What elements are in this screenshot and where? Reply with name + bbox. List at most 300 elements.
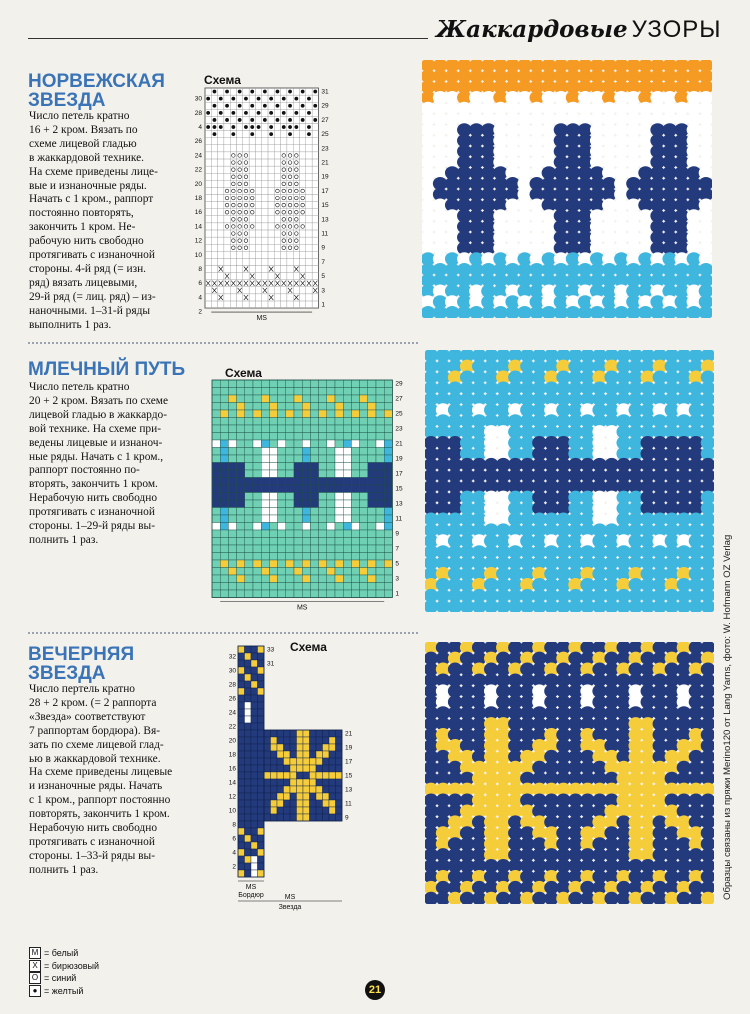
grid-cell xyxy=(261,560,269,568)
grid-cell xyxy=(212,410,220,418)
grid-cell xyxy=(319,470,327,478)
grid-cell xyxy=(212,418,220,426)
grid-cell xyxy=(220,433,228,441)
text-line: вой технике. На схеме при- xyxy=(29,422,162,435)
text-line: ведены лицевые и изнаноч- xyxy=(29,436,163,449)
grid-cell xyxy=(351,470,359,478)
grid-cell xyxy=(327,433,335,441)
row-number: 13 xyxy=(345,786,353,794)
grid-cell xyxy=(327,500,335,508)
grid-cell xyxy=(258,772,265,779)
grid-cell xyxy=(343,448,351,456)
row-number: 5 xyxy=(395,560,400,568)
grid-cell xyxy=(258,674,265,681)
grid-cell xyxy=(351,455,359,463)
grid-cell xyxy=(264,737,271,744)
text-line: 16 + 2 кром. Вязать по xyxy=(29,123,138,136)
grid-cell xyxy=(368,583,376,591)
grid-cell xyxy=(269,418,277,426)
grid-cell xyxy=(228,575,236,583)
grid-cell xyxy=(360,418,368,426)
grid-cell xyxy=(343,560,351,568)
grid-cell xyxy=(290,807,297,814)
grid-cell xyxy=(271,779,278,786)
grid-cell xyxy=(351,500,359,508)
grid-cell xyxy=(303,772,310,779)
grid-cell xyxy=(310,545,318,553)
row-number: 11 xyxy=(395,515,403,523)
grid-cell xyxy=(251,786,258,793)
grid-cell xyxy=(310,433,318,441)
grid-cell xyxy=(269,478,277,486)
grid-cell xyxy=(310,751,317,758)
grid-cell xyxy=(310,388,318,396)
row-number: 6 xyxy=(232,835,236,843)
grid-cell xyxy=(286,568,294,576)
grid-cell xyxy=(351,538,359,546)
grid-cell xyxy=(335,530,343,538)
row-number: 9 xyxy=(395,530,400,538)
grid-cell xyxy=(290,779,297,786)
text-line: «Звезда» соответствуют xyxy=(29,710,146,723)
grid-cell xyxy=(258,667,265,674)
grid-cell xyxy=(294,433,302,441)
grid-cell xyxy=(368,508,376,516)
row-number: 12 xyxy=(228,793,236,801)
grid-cell xyxy=(335,433,343,441)
grid-cell xyxy=(271,786,278,793)
grid-cell xyxy=(245,779,252,786)
row-number: 17 xyxy=(345,758,353,766)
grid-cell xyxy=(376,418,384,426)
grid-cell xyxy=(343,455,351,463)
grid-cell xyxy=(290,765,297,772)
grid-cell xyxy=(360,478,368,486)
grid-cell xyxy=(245,723,252,730)
row-number: 2 xyxy=(232,863,236,871)
grid-cell xyxy=(343,530,351,538)
grid-cell xyxy=(368,470,376,478)
grid-cell xyxy=(245,667,252,674)
grid-cell xyxy=(251,702,258,709)
stitch-yellow xyxy=(276,118,280,122)
grid-cell xyxy=(294,485,302,493)
grid-cell xyxy=(253,515,261,523)
stitch-yellow xyxy=(294,111,298,115)
grid-cell xyxy=(384,568,392,576)
grid-cell xyxy=(319,568,327,576)
grid-cell xyxy=(286,500,294,508)
stitch-yellow xyxy=(250,118,254,122)
grid-cell xyxy=(261,515,269,523)
grid-cell xyxy=(228,388,236,396)
grid-cell xyxy=(251,849,258,856)
grid-cell xyxy=(228,425,236,433)
grid-cell xyxy=(327,455,335,463)
grid-cell xyxy=(284,807,291,814)
stitch-yellow xyxy=(225,90,229,94)
grid-cell xyxy=(335,538,343,546)
grid-cell xyxy=(286,538,294,546)
grid-cell xyxy=(271,793,278,800)
grid-cell xyxy=(335,560,343,568)
text-line: протягивать с изнаночной xyxy=(29,506,155,519)
grid-cell xyxy=(297,786,304,793)
grid-cell xyxy=(278,395,286,403)
grid-cell xyxy=(302,560,310,568)
grid-cell xyxy=(269,455,277,463)
grid-cell xyxy=(286,545,294,553)
chart-evening-star xyxy=(224,640,354,945)
grid-cell xyxy=(269,493,277,501)
grid-cell xyxy=(294,395,302,403)
text-line: 28 + 2 кром. (= 2 раппорта xyxy=(29,696,157,709)
grid-cell xyxy=(368,485,376,493)
grid-cell xyxy=(251,842,258,849)
grid-cell xyxy=(384,395,392,403)
grid-cell xyxy=(335,545,343,553)
grid-cell xyxy=(310,560,318,568)
text-line: и изнаночные ряды. Начать xyxy=(29,780,163,793)
grid-cell xyxy=(343,403,351,411)
grid-cell xyxy=(286,425,294,433)
grid-cell xyxy=(327,515,335,523)
schema-label-2: Схема xyxy=(225,366,262,380)
row-number: 23 xyxy=(321,145,329,153)
grid-cell xyxy=(245,478,253,486)
grid-cell xyxy=(319,500,327,508)
grid-cell xyxy=(302,455,310,463)
grid-cell xyxy=(278,508,286,516)
grid-cell xyxy=(336,807,343,814)
grid-cell xyxy=(258,807,265,814)
grid-cell xyxy=(329,800,336,807)
grid-cell xyxy=(368,433,376,441)
stitch-yellow xyxy=(238,118,242,122)
grid-cell xyxy=(384,500,392,508)
grid-cell xyxy=(237,440,245,448)
grid-cell xyxy=(360,463,368,471)
text-line: с 1 кром., раппорт постоянно xyxy=(29,794,171,807)
grid-cell xyxy=(269,410,277,418)
grid-cell xyxy=(360,515,368,523)
grid-cell xyxy=(264,786,271,793)
grid-cell xyxy=(351,448,359,456)
grid-cell xyxy=(245,470,253,478)
grid-cell xyxy=(384,545,392,553)
grid-cell xyxy=(360,433,368,441)
grid-cell xyxy=(351,575,359,583)
grid-cell xyxy=(310,730,317,737)
row-number: 23 xyxy=(395,425,403,433)
grid-cell xyxy=(303,786,310,793)
grid-cell xyxy=(228,485,236,493)
grid-cell xyxy=(290,730,297,737)
grid-cell xyxy=(376,538,384,546)
grid-cell xyxy=(251,870,258,877)
grid-cell xyxy=(251,674,258,681)
stitch-yellow xyxy=(288,125,292,129)
grid-cell xyxy=(261,545,269,553)
grid-cell xyxy=(335,395,343,403)
row-number: 31 xyxy=(321,88,329,96)
grid-cell xyxy=(294,515,302,523)
grid-cell xyxy=(335,425,343,433)
grid-cell xyxy=(238,737,245,744)
grid-cell xyxy=(329,807,336,814)
grid-cell xyxy=(284,772,291,779)
grid-cell xyxy=(237,500,245,508)
grid-cell xyxy=(310,403,318,411)
grid-cell xyxy=(368,515,376,523)
legend-item: ● = желтый xyxy=(29,985,99,998)
grid-cell xyxy=(310,568,318,576)
grid-cell xyxy=(351,418,359,426)
grid-cell xyxy=(290,814,297,821)
grid-cell xyxy=(329,730,336,737)
grid-cell xyxy=(343,485,351,493)
grid-cell xyxy=(278,545,286,553)
grid-cell xyxy=(271,814,278,821)
grid-cell xyxy=(261,388,269,396)
stitch-yellow xyxy=(313,90,317,94)
grid-cell xyxy=(294,463,302,471)
text-line: выполнить 1 раз. xyxy=(29,318,112,331)
grid-cell xyxy=(310,500,318,508)
grid-cell xyxy=(258,744,265,751)
section-text-norwegian-star xyxy=(29,110,201,333)
grid-cell xyxy=(238,674,245,681)
grid-cell xyxy=(220,470,228,478)
grid-cell xyxy=(238,653,245,660)
grid-cell xyxy=(245,800,252,807)
grid-cell xyxy=(253,560,261,568)
grid-cell xyxy=(220,545,228,553)
legend-symbol: ● xyxy=(29,985,41,997)
grid-cell xyxy=(212,575,220,583)
grid-cell xyxy=(316,772,323,779)
grid-cell xyxy=(245,545,253,553)
grid-cell xyxy=(376,410,384,418)
grid-cell xyxy=(271,800,278,807)
grid-cell xyxy=(220,380,228,388)
grid-cell xyxy=(384,515,392,523)
photo-credit: Образцы связаны из пряжи Merino120 от Lang Yarns, фото: W. Hofmann OZ Verlag xyxy=(722,534,733,900)
grid-cell xyxy=(335,455,343,463)
grid-cell xyxy=(329,737,336,744)
grid-cell xyxy=(245,660,252,667)
grid-cell xyxy=(278,538,286,546)
row-number: 24 xyxy=(228,709,236,717)
grid-cell xyxy=(237,418,245,426)
grid-cell xyxy=(286,493,294,501)
row-number: 9 xyxy=(345,814,349,822)
grid-cell xyxy=(343,463,351,471)
grid-cell xyxy=(245,403,253,411)
grid-cell xyxy=(368,463,376,471)
grid-cell xyxy=(238,744,245,751)
grid-cell xyxy=(284,765,291,772)
grid-cell xyxy=(245,530,253,538)
grid-cell xyxy=(310,765,317,772)
grid-cell xyxy=(316,758,323,765)
grid-cell xyxy=(360,410,368,418)
grid-cell xyxy=(271,758,278,765)
grid-cell xyxy=(258,786,265,793)
grid-cell xyxy=(264,765,271,772)
grid-cell xyxy=(384,538,392,546)
grid-cell xyxy=(212,425,220,433)
grid-cell xyxy=(343,418,351,426)
grid-cell xyxy=(294,530,302,538)
grid-cell xyxy=(212,455,220,463)
grid-cell xyxy=(212,538,220,546)
grid-cell xyxy=(343,425,351,433)
grid-cell xyxy=(323,814,330,821)
grid-cell xyxy=(253,485,261,493)
grid-cell xyxy=(351,433,359,441)
grid-cell xyxy=(212,493,220,501)
grid-cell xyxy=(319,583,327,591)
grid-cell xyxy=(286,395,294,403)
grid-cell xyxy=(238,772,245,779)
grid-cell xyxy=(228,560,236,568)
row-number: 20 xyxy=(228,737,236,745)
row-number: 26 xyxy=(228,695,236,703)
grid-cell xyxy=(237,530,245,538)
grid-cell xyxy=(329,793,336,800)
grid-cell xyxy=(343,508,351,516)
grid-cell xyxy=(384,583,392,591)
grid-cell xyxy=(351,410,359,418)
stitch-yellow xyxy=(269,97,273,101)
grid-cell xyxy=(360,470,368,478)
grid-cell xyxy=(302,553,310,561)
text-line: вторять, закончить 1 кром. xyxy=(29,478,158,491)
grid-cell xyxy=(294,470,302,478)
row-number: 21 xyxy=(395,440,403,448)
grid-cell xyxy=(336,800,343,807)
chart-norwegian-star xyxy=(190,86,350,336)
grid-cell xyxy=(360,538,368,546)
grid-cell xyxy=(319,395,327,403)
grid-cell xyxy=(245,681,252,688)
grid-cell xyxy=(302,440,310,448)
grid-cell xyxy=(220,523,228,531)
header-rule xyxy=(28,38,428,39)
schema-label-1: Схема xyxy=(204,73,241,87)
grid-cell xyxy=(286,508,294,516)
grid-cell xyxy=(220,410,228,418)
text-line: 7 раппортам бордюра). Вя- xyxy=(29,724,161,737)
stitch-yellow xyxy=(238,104,242,108)
grid-cell xyxy=(245,716,252,723)
grid-cell xyxy=(376,425,384,433)
grid-cell xyxy=(297,744,304,751)
grid-cell xyxy=(286,553,294,561)
grid-cell xyxy=(245,463,253,471)
grid-cell xyxy=(251,814,258,821)
grid-cell xyxy=(228,380,236,388)
grid-cell xyxy=(368,538,376,546)
grid-cell xyxy=(278,410,286,418)
grid-cell xyxy=(302,478,310,486)
grid-cell xyxy=(245,870,252,877)
row-number: 14 xyxy=(194,223,202,231)
grid-cell xyxy=(368,568,376,576)
grid-cell xyxy=(269,433,277,441)
grid-cell xyxy=(245,821,252,828)
grid-cell xyxy=(237,455,245,463)
grid-cell xyxy=(238,702,245,709)
row-number: 25 xyxy=(321,131,329,139)
text-line: Число петель кратно xyxy=(29,381,130,393)
grid-cell xyxy=(297,779,304,786)
grid-cell xyxy=(319,403,327,411)
grid-cell xyxy=(237,538,245,546)
grid-cell xyxy=(384,463,392,471)
grid-cell xyxy=(286,463,294,471)
grid-cell xyxy=(351,440,359,448)
grid-cell xyxy=(310,800,317,807)
grid-cell xyxy=(376,493,384,501)
grid-cell xyxy=(310,410,318,418)
grid-cell xyxy=(360,440,368,448)
stitch-yellow xyxy=(269,111,273,115)
grid-cell xyxy=(323,772,330,779)
grid-cell xyxy=(297,814,304,821)
grid-cell xyxy=(310,425,318,433)
row-number: 28 xyxy=(194,109,202,117)
grid-cell xyxy=(284,779,291,786)
stitch-yellow xyxy=(244,97,248,101)
stitch-yellow xyxy=(206,111,210,115)
grid-cell xyxy=(327,478,335,486)
stitch-yellow xyxy=(301,90,305,94)
grid-cell xyxy=(351,485,359,493)
grid-cell xyxy=(351,478,359,486)
grid-cell xyxy=(278,568,286,576)
grid-cell xyxy=(316,800,323,807)
grid-cell xyxy=(278,583,286,591)
grid-cell xyxy=(360,590,368,598)
grid-cell xyxy=(245,410,253,418)
grid-cell xyxy=(245,695,252,702)
row-number: 18 xyxy=(194,195,202,202)
grid-cell xyxy=(303,793,310,800)
grid-cell xyxy=(360,523,368,531)
row-number: 11 xyxy=(321,230,329,238)
grid-cell xyxy=(261,380,269,388)
row-number: 28 xyxy=(228,681,236,689)
grid-cell xyxy=(245,500,253,508)
text-line: На схеме приведены лице- xyxy=(29,165,158,178)
grid-cell xyxy=(271,772,278,779)
grid-cell xyxy=(212,395,220,403)
grid-cell xyxy=(261,508,269,516)
grid-cell xyxy=(302,508,310,516)
header-title-italic: Жаккардовые xyxy=(436,16,628,43)
row-number: 9 xyxy=(321,244,326,252)
grid-cell xyxy=(327,485,335,493)
grid-cell xyxy=(245,523,253,531)
row-number: 16 xyxy=(228,765,236,773)
grid-cell xyxy=(261,418,269,426)
grid-cell xyxy=(368,425,376,433)
row-number: 1 xyxy=(321,301,326,309)
grid-cell xyxy=(245,590,253,598)
grid-cell xyxy=(237,388,245,396)
